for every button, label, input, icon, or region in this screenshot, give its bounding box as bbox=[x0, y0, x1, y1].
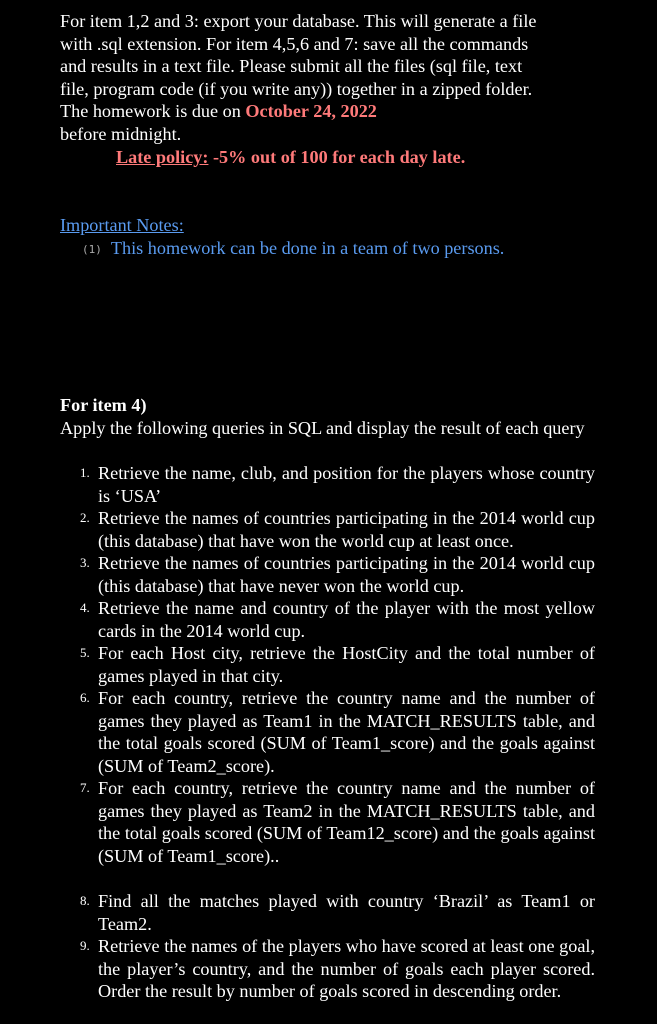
query-number: 8. bbox=[80, 893, 90, 908]
query-item bbox=[60, 890, 595, 935]
late-policy-label: Late policy: bbox=[116, 147, 209, 167]
query-number: 1. bbox=[80, 465, 90, 480]
query-item bbox=[60, 507, 595, 552]
query-list-4 bbox=[60, 597, 595, 642]
query-item bbox=[60, 642, 595, 687]
item4-description: Apply the following queries in SQL and display the result of each query bbox=[60, 418, 585, 438]
query-number: 3. bbox=[80, 555, 90, 570]
query-number: 2. bbox=[80, 510, 90, 525]
late-policy bbox=[116, 146, 465, 169]
query-text: For each country, retrieve the country name and the number of games they played as Team1 in the MATCH_RESULTS table, and the total goals scored (SUM of Team1_score) and the goals against (SUM of Team2_score). bbox=[98, 688, 595, 776]
query-item bbox=[60, 552, 595, 597]
query-item bbox=[60, 462, 595, 507]
note-item bbox=[82, 237, 504, 262]
query-item bbox=[60, 935, 595, 1003]
query-text: Retrieve the names of countries participating in the 2014 world cup (this database) that have won the world cup at least once. bbox=[98, 508, 595, 551]
query-list-2 bbox=[60, 507, 595, 552]
query-list-9 bbox=[60, 935, 595, 1003]
query-list-7 bbox=[60, 777, 595, 867]
intro-paragraph bbox=[60, 10, 550, 146]
query-item bbox=[60, 687, 595, 777]
note-text: This homework can be done in a team of two persons. bbox=[110, 238, 505, 258]
query-list-1 bbox=[60, 462, 595, 507]
query-text: Retrieve the name and country of the player with the most yellow cards in the 2014 world cup. bbox=[98, 598, 595, 641]
query-number: 7. bbox=[80, 780, 90, 795]
item4-heading: For item 4) bbox=[60, 395, 147, 415]
query-text: Retrieve the name, club, and position for the players whose country is ‘USA’ bbox=[98, 463, 595, 506]
query-list-3 bbox=[60, 552, 595, 597]
intro-after-text: before midnight. bbox=[60, 123, 182, 144]
query-list-6 bbox=[60, 687, 595, 777]
note-number: (1) bbox=[82, 243, 102, 256]
query-list-8 bbox=[60, 890, 595, 935]
intro-text: For item 1,2 and 3: export your database. This will generate a file with .sql extension. For item 4,5,6 and 7: save all the commands and results in a text file. Please submit all the files (sql file, text file, program code (if you write any)) together in a zipped folder. The homework is due on bbox=[60, 11, 537, 122]
due-date: October 24, 2022 bbox=[245, 101, 377, 122]
query-number: 4. bbox=[80, 600, 90, 615]
important-notes-title: Important Notes: bbox=[60, 215, 184, 235]
query-number: 6. bbox=[80, 690, 90, 705]
query-list-5 bbox=[60, 642, 595, 687]
query-number: 9. bbox=[80, 938, 90, 953]
query-text: For each Host city, retrieve the HostCity and the total number of games played in that city. bbox=[98, 643, 595, 686]
query-number: 5. bbox=[80, 645, 90, 660]
query-text: For each country, retrieve the country name and the number of games they played as Team2 in the MATCH_RESULTS table, and the total goals scored (SUM of Team12_score) and the goals against (SUM of Team1_score).. bbox=[98, 778, 595, 866]
query-item bbox=[60, 597, 595, 642]
query-item bbox=[60, 777, 595, 867]
query-text: Retrieve the names of countries participating in the 2014 world cup (this database) that have never won the world cup. bbox=[98, 553, 595, 596]
query-text: Retrieve the names of the players who have scored at least one goal, the player’s country, and the number of goals each player scored. Order the result by number of goals scored in descending order. bbox=[98, 936, 595, 1002]
query-text: Find all the matches played with country ‘Brazil’ as Team1 or Team2. bbox=[98, 891, 595, 934]
late-policy-text: -5% out of 100 for each day late. bbox=[208, 147, 466, 167]
